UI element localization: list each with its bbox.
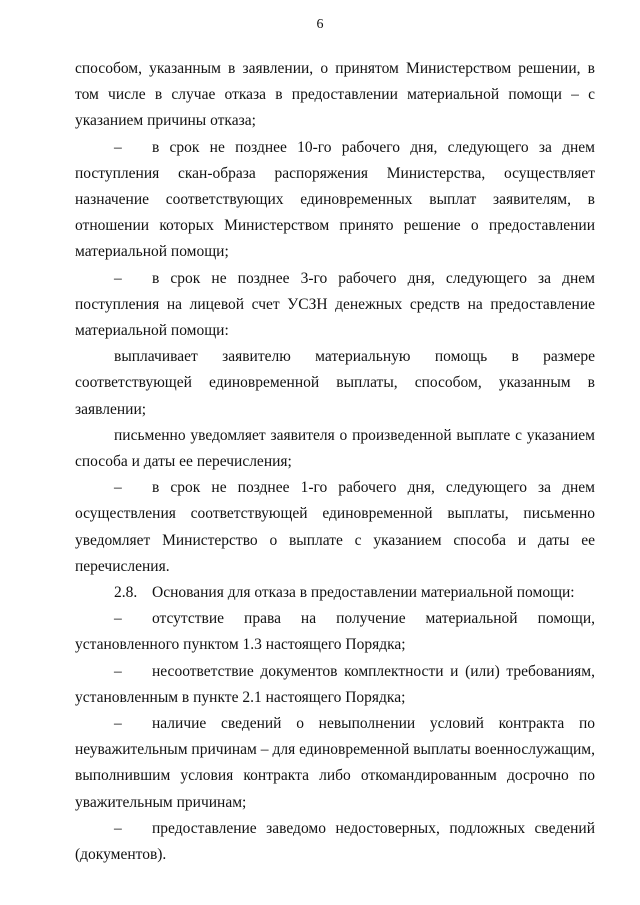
list-item-text: отсутствие права на получение материальной помощи, установленного пунктом 1.3 настоящего Порядка; (75, 610, 595, 654)
list-item-text: в срок не позднее 10-го рабочего дня, следующего за днем поступления скан-образа распоряжения Министерства, осуществляет назначение соответствующих единовременных выплат заявителям, в отношении которых Министерством принято решение о предоставлении материальной помощи; (75, 138, 595, 261)
list-item-dash (75, 266, 595, 345)
dash-marker: – (114, 610, 122, 628)
document-body (75, 56, 595, 868)
paragraph-indented: письменно уведомляет заявителя о произведенной выплате с указанием способа и даты ее перечисления; (75, 426, 595, 471)
list-item-text: предоставление заведомо недостоверных, подложных сведений (документов). (75, 819, 595, 864)
page-number: 6 (316, 17, 324, 32)
dash-marker: – (114, 269, 122, 287)
dash-marker: – (114, 715, 122, 733)
dash-marker: – (114, 662, 122, 680)
list-item-text: несоответствие документов комплектности и (или) требованиям, установленным в пункте 2.1 настоящего Порядка; (75, 662, 595, 706)
list-item-text: наличие сведений о невыполнении условий контракта по неуважительным причинам – для единовременной выплаты военнослужащим, выполнившим условия контракта либо откомандированным досрочно по уважительным причинам; (75, 715, 595, 811)
section-heading-2-8 (75, 580, 595, 606)
list-item-text: в срок не позднее 1-го рабочего дня, следующего за днем осуществления соответствующей единовременной выплаты, письменно уведомляет Министерство о выплате с указанием способа и даты ее перечисления. (75, 479, 595, 575)
list-item-dash (75, 659, 595, 711)
list-item-dash (75, 135, 595, 266)
paragraph-continuation: способом, указанным в заявлении, о принятом Министерством решении, в том числе в случае отказа в предоставлении материальной помощи – с указанием причины отказа; (75, 60, 595, 130)
section-number: 2.8. (114, 584, 138, 602)
dash-marker: – (114, 819, 122, 837)
list-item-dash (75, 711, 595, 816)
section-heading-text: Основания для отказа в предоставлении материальной помощи: (152, 584, 575, 602)
list-item-text: в срок не позднее 3-го рабочего дня, следующего за днем поступления на лицевой счет УСЗН денежных средств на предоставление материальной помощи: (75, 269, 595, 340)
list-item-dash (75, 816, 595, 868)
list-item-dash (75, 475, 595, 580)
dash-marker: – (114, 479, 122, 497)
list-item-dash (75, 606, 595, 658)
paragraph-indented: выплачивает заявителю материальную помощь в размере соответствующей единовременной выплаты, способом, указанным в заявлении; (75, 348, 595, 418)
dash-marker: – (114, 138, 122, 156)
